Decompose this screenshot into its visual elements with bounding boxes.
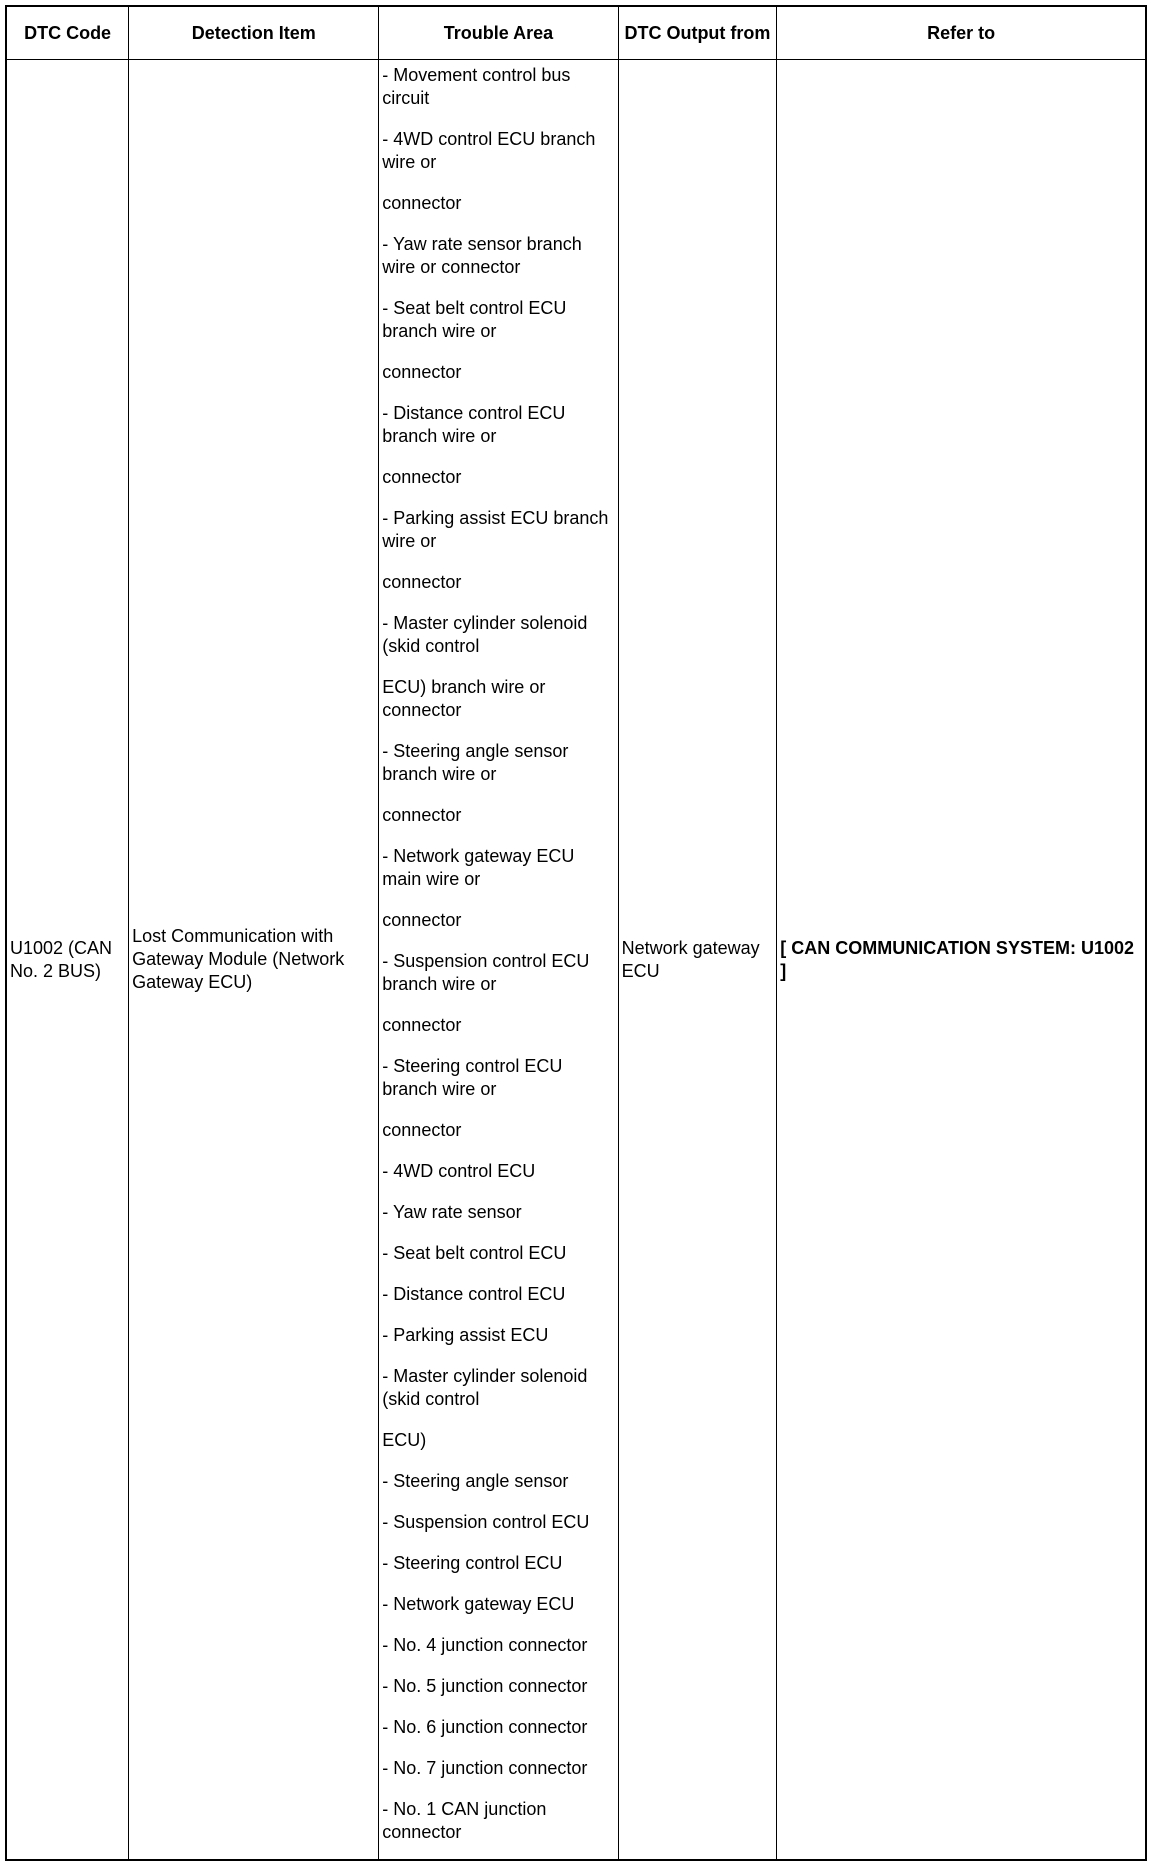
trouble-area-item: - Suspension control ECU <box>382 1512 590 1532</box>
trouble-area-item: - Parking assist ECU <box>382 1325 549 1345</box>
cell-dtc-code: U1002 (CAN No. 2 BUS) <box>6 60 129 1861</box>
trouble-area-item: - Seat belt control ECU branch wire or <box>382 298 567 341</box>
trouble-area-item: - Network gateway ECU <box>382 1594 575 1614</box>
trouble-area-item: connector <box>382 467 462 487</box>
trouble-area-item: - Steering angle sensor branch wire or <box>382 741 569 784</box>
header-dtc-code: DTC Code <box>6 6 129 60</box>
trouble-area-item: ECU) branch wire or connector <box>382 677 546 720</box>
cell-dtc-output-from: Network gateway ECU <box>618 60 777 1861</box>
trouble-area-item: - Steering angle sensor <box>382 1471 569 1491</box>
refer-to-link[interactable]: [ CAN COMMUNICATION SYSTEM: U1002 ] <box>777 60 1146 1861</box>
trouble-area-item: - No. 4 junction connector <box>382 1635 588 1655</box>
trouble-area-item: - No. 7 junction connector <box>382 1758 588 1778</box>
header-dtc-output-from: DTC Output from <box>618 6 777 60</box>
trouble-area-item: - 4WD control ECU <box>382 1161 536 1181</box>
trouble-area-item: - Master cylinder solenoid (skid control <box>382 613 588 656</box>
trouble-area-item: - No. 6 junction connector <box>382 1717 588 1737</box>
trouble-area-item: - No. 1 CAN junction connector <box>382 1799 547 1842</box>
trouble-area-item: - Parking assist ECU branch wire or <box>382 508 609 551</box>
trouble-area-list <box>382 64 614 1844</box>
trouble-area-item: connector <box>382 193 462 213</box>
trouble-area-item: - Distance control ECU <box>382 1284 566 1304</box>
trouble-area-item: - Network gateway ECU main wire or <box>382 846 575 889</box>
table-row <box>6 60 1146 1861</box>
trouble-area-item: connector <box>382 910 462 930</box>
trouble-area-item: - Yaw rate sensor <box>382 1202 522 1222</box>
dtc-table <box>5 5 1147 1861</box>
header-trouble-area: Trouble Area <box>379 6 618 60</box>
cell-trouble-area <box>379 60 618 1861</box>
trouble-area-item: - Steering control ECU <box>382 1553 563 1573</box>
trouble-area-item: - Distance control ECU branch wire or <box>382 403 566 446</box>
trouble-area-item: - Master cylinder solenoid (skid control <box>382 1366 588 1409</box>
trouble-area-item: - No. 5 junction connector <box>382 1676 588 1696</box>
trouble-area-item: - Seat belt control ECU <box>382 1243 567 1263</box>
trouble-area-item: connector <box>382 1015 462 1035</box>
cell-detection-item: Lost Communication with Gateway Module (Network Gateway ECU) <box>129 60 379 1861</box>
trouble-area-item: connector <box>382 572 462 592</box>
trouble-area-item: - 4WD control ECU branch wire or <box>382 129 596 172</box>
trouble-area-item: - Steering control ECU branch wire or <box>382 1056 563 1099</box>
header-row <box>6 6 1146 60</box>
trouble-area-item: ECU) <box>382 1430 427 1450</box>
trouble-area-item: connector <box>382 805 462 825</box>
trouble-area-item: connector <box>382 362 462 382</box>
trouble-area-item: - Suspension control ECU branch wire or <box>382 951 590 994</box>
trouble-area-item: - Movement control bus circuit <box>382 65 571 108</box>
header-detection-item: Detection Item <box>129 6 379 60</box>
trouble-area-item: connector <box>382 1120 462 1140</box>
header-refer-to: Refer to <box>777 6 1146 60</box>
trouble-area-item: - Yaw rate sensor branch wire or connector <box>382 234 582 277</box>
